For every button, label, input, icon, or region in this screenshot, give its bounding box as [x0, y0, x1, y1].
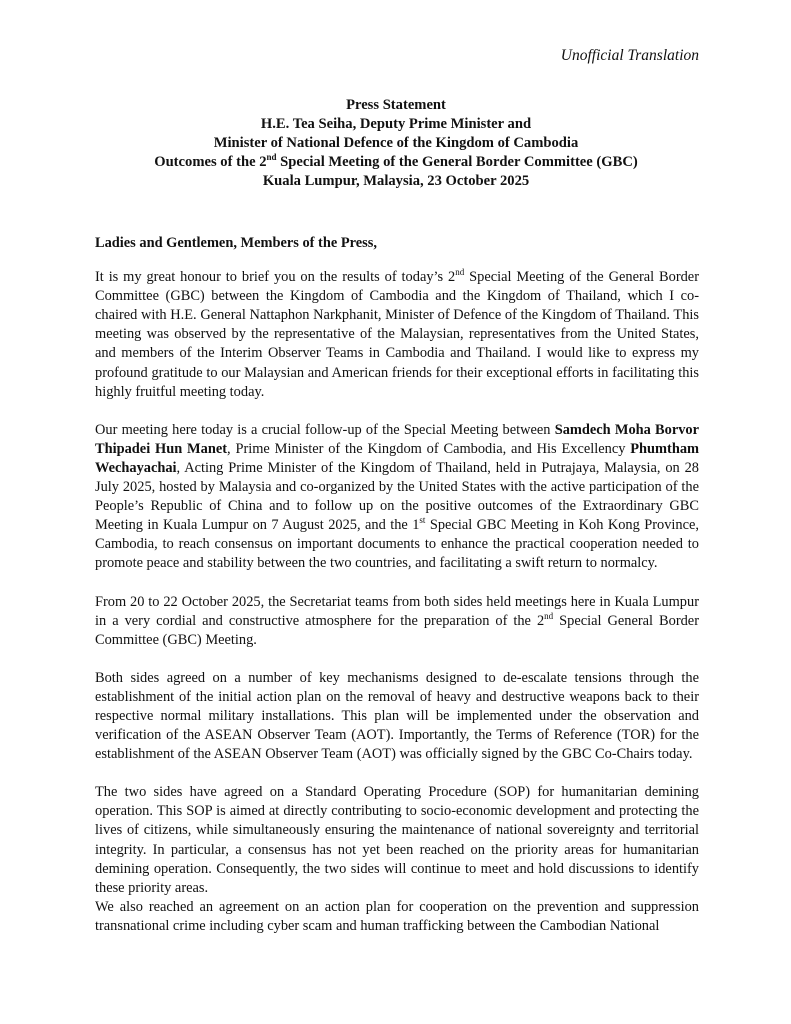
paragraph-5: The two sides have agreed on a Standard Operating Procedure (SOP) for humanitarian demining operation. This SOP is aimed at directly contributing to socio-economic development and protecting the lives of citizens, while simultaneously ensuring the maintenance of national sovereignty and territorial integrity. In particular, a consensus has not yet been reached on the priority areas for humanitarian demining operation. Consequently, the two sides will continue to meet and hold discussions to identify these priority areas. [95, 784, 699, 896]
paragraph-3-sup: nd [544, 610, 554, 621]
header-speaker-title: Minister of National Defence of the Kingdom of Cambodia [213, 135, 579, 151]
paragraph-1-sup: nd [455, 267, 465, 278]
header-subject [80, 153, 712, 172]
paragraph-4: Both sides agreed on a number of key mechanisms designed to de-escalate tensions through the establishment of the initial action plan on the removal of heavy and destructive weapons back to their respective normal military installations. This plan will be implemented under the observation and verification of the ASEAN Observer Team (AOT). Importantly, the Terms of Reference (TOR) for the establishment of the ASEAN Observer Team (AOT) was officially signed by the GBC Co-Chairs today. [95, 669, 699, 763]
paragraph-2 [95, 421, 699, 574]
paragraph-2-sup: st [419, 515, 426, 526]
statement-body [95, 234, 699, 936]
header-subject-pre: Outcomes of the 2 [154, 154, 267, 170]
paragraph-2-bold-2: Phumtham Wechayachai [95, 440, 700, 476]
paragraph-3-a: From 20 to 22 October 2025, the Secretariat teams from both sides held meetings here in Kuala Lumpur in a very cordial and constructive atmosphere for the preparation of the 2 [95, 593, 699, 629]
statement-header [80, 96, 712, 191]
header-title: Press Statement [346, 97, 446, 113]
translation-note: Unofficial Translation [560, 47, 699, 64]
header-subject-post: Special Meeting of the General Border Committee (GBC) [276, 154, 638, 170]
paragraph-2-b: , Prime Minister of the Kingdom of Cambodia, and His Excellency [227, 440, 631, 457]
header-subject-sup: nd [266, 152, 277, 163]
header-speaker: H.E. Tea Seiha, Deputy Prime Minister and [260, 116, 532, 132]
paragraph-1-b: Special Meeting of the General Border Committee (GBC) between the Kingdom of Cambodia and the Kingdom of Thailand, which I co-chaired with H.E. General Nattaphon Narkphanit, Minister of Defence of the Kingdom of Thailand. This meeting was observed by the representative of the Malaysian, representatives from the United States, and members of the Interim Observer Teams in Cambodia and Thailand. I would like to express my profound gratitude to our Malaysian and American friends for their exceptional efforts in facilitating this highly fruitful meeting today. [95, 269, 699, 400]
paragraph-2-d: Special GBC Meeting in Koh Kong Province, Cambodia, to reach consensus on important documents to enhance the practical cooperation needed to promote peace and stability between the two countries, and facilitating a swift return to normalcy. [95, 517, 699, 572]
paragraph-1 [95, 268, 699, 402]
paragraph-6: We also reached an agreement on an action plan for cooperation on the prevention and suppression transnational crime including cyber scam and human trafficking between the Cambodian National [95, 898, 699, 934]
paragraph-1-a: It is my great honour to brief you on the results of today’s 2 [95, 269, 456, 286]
paragraph-2-c: , Acting Prime Minister of the Kingdom of Thailand, held in Putrajaya, Malaysia, on 28 July 2025, hosted by Malaysia and co-organized by the United States with the active participation of the People’s Republic of China and to follow up on the positive outcomes of the Extraordinary GBC Meeting in Kuala Lumpur on 7 August 2025, and the 1 [95, 459, 699, 534]
paragraph-3 [95, 593, 699, 650]
salutation: Ladies and Gentlemen, Members of the Press, [95, 235, 377, 251]
paragraph-2-bold-1: Samdech Moha Borvor Thipadei Hun Manet [95, 421, 699, 457]
header-place-date: Kuala Lumpur, Malaysia, 23 October 2025 [262, 173, 530, 189]
paragraph-3-b: Special General Border Committee (GBC) Meeting. [95, 612, 699, 648]
paragraph-2-a: Our meeting here today is a crucial follow-up of the Special Meeting between [95, 421, 555, 438]
